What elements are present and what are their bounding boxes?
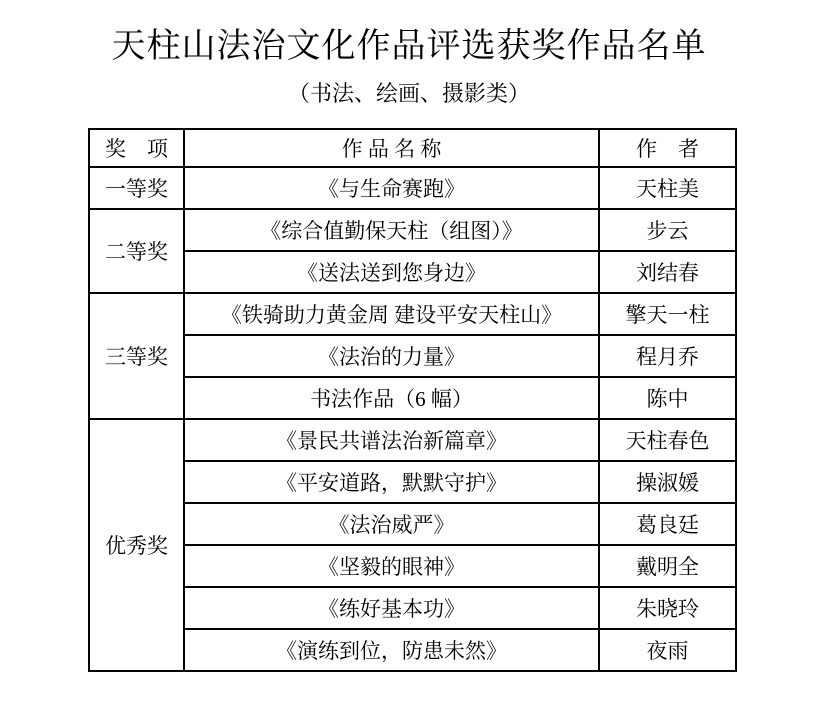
author-cell: 朱晓玲 (599, 587, 736, 629)
table-header-row (89, 129, 736, 167)
author-cell: 戴明全 (599, 545, 736, 587)
col-header-author: 作 者 (599, 129, 736, 167)
table-row (89, 587, 736, 629)
col-header-work: 作 品 名 称 (184, 129, 599, 167)
work-title-cell: 书法作品（6 幅） (184, 377, 599, 419)
work-title-cell: 《与生命赛跑》 (184, 167, 599, 209)
work-title-cell: 《送法送到您身边》 (184, 251, 599, 293)
table-row (89, 461, 736, 503)
table-row (89, 293, 736, 335)
page-subtitle: （书法、绘画、摄影类） (287, 80, 530, 106)
table-row (89, 629, 736, 671)
col-header-award: 奖 项 (89, 129, 184, 167)
work-title-cell: 《法治威严》 (184, 503, 599, 545)
table-row (89, 419, 736, 461)
table-row (89, 209, 736, 251)
award-cell-second-prize: 二等奖 (89, 209, 184, 293)
work-title-cell: 《综合值勤保天柱（组图）》 (184, 209, 599, 251)
work-title-cell: 《法治的力量》 (184, 335, 599, 377)
author-cell: 葛良廷 (599, 503, 736, 545)
author-cell: 陈中 (599, 377, 736, 419)
table-row (89, 503, 736, 545)
work-title-cell: 《演练到位，防患未然》 (184, 629, 599, 671)
table-row (89, 545, 736, 587)
author-cell: 天柱春色 (599, 419, 736, 461)
award-cell-first-prize: 一等奖 (89, 167, 184, 209)
work-title-cell: 《平安道路，默默守护》 (184, 461, 599, 503)
author-cell: 擎天一柱 (599, 293, 736, 335)
author-cell: 天柱美 (599, 167, 736, 209)
work-title-cell: 《练好基本功》 (184, 587, 599, 629)
author-cell: 操淑媛 (599, 461, 736, 503)
author-cell: 程月乔 (599, 335, 736, 377)
table-row (89, 167, 736, 209)
work-title-cell: 《铁骑助力黄金周 建设平安天柱山》 (184, 293, 599, 335)
award-cell-excellence-prize: 优秀奖 (89, 419, 184, 671)
author-cell: 刘结春 (599, 251, 736, 293)
work-title-cell: 《景民共谱法治新篇章》 (184, 419, 599, 461)
author-cell: 步云 (599, 209, 736, 251)
page-title: 天柱山法治文化作品评选获奖作品名单 (111, 28, 707, 65)
award-cell-third-prize: 三等奖 (89, 293, 184, 419)
work-title-cell: 《坚毅的眼神》 (184, 545, 599, 587)
table-row (89, 335, 736, 377)
awards-table (88, 128, 737, 672)
table-row (89, 251, 736, 293)
table-row (89, 377, 736, 419)
author-cell: 夜雨 (599, 629, 736, 671)
